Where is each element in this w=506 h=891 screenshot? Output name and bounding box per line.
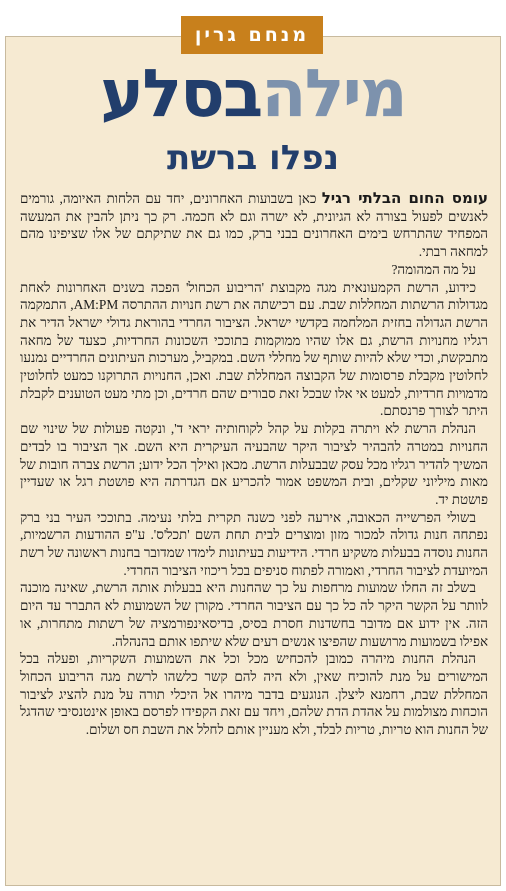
article-paragraph: כידוע, הרשת הקמעונאית מגה מקבוצת 'הריבוע הכחול' הפכה בשנים האחרונות לאחת מגדולות הרשתות המחללות שבת. עם רכישתה את רשת חנויות ההתרסה AM:PM, התמקמה הרשת הגדולה בחזית המלחמה בקדשי ישראל. הציבור החרדי בהוראת גדולי ישראל הדיר את רגליו מחנויות הרשת, גם אלו שהיו ממוקמות בתוככי השכונות החרדיות, כצעד של מחאה מתבקשת, וכדי שלא להיות שותף של מחללי השם. במקביל, מערכות העיתונים החרדיים נמנעו לחלוטין מקבלת פרסומות של הקבוצה המחללת שבת. ואכן, החנויות התרוקנו כמעט לחלוטין מדמויות חרדיות, למעט אי אלו שבכל זאת סבורים שהם חרדים, וכן מתי מעט הטוענים לקבלת היתר לצורך פרנסתם. — [20, 279, 488, 419]
column-title-part2: בסלע — [100, 55, 262, 132]
article-body — [20, 190, 488, 739]
lead-phrase: עומס החום הבלתי רגיל — [321, 189, 488, 207]
article-paragraph: בשלב זה החלו שמועות מרחפות על כך שהחנות היא בבעלות אותה הרשת, שאינה מוכנה לוותר על הקשר היקר לה כל כך עם הציבור החרדי. מקורן של השמועות לא התברר עד היום הזה. אין ידוע אם מדובר בחשדנות חסרת בסיס, בדיסאינפורמציה של רשתות מתחרות, או אפילו בשמועות מרושעות שהפיצו אנשים רעים שלא שיתפו אותם בהנהלה. — [20, 580, 488, 649]
article-paragraph — [20, 190, 488, 261]
column-title-part1: מילה — [261, 55, 406, 132]
author-name-tab: מנחם גרין — [181, 16, 323, 54]
article-paragraph: בשולי הפרשייה הכאובה, אירעה לפני כשנה תקרית בלתי נעימה. בתוככי העיר בני ברק נפתחה חנות גדולה למכור מזון ומוצרים לבית תחת השם 'תכל'ס'. ע"פ ההודעות הרשמיות, החנות נוסדה בבעלות משקיע חרדי. הידיעות בעיתונות לימדו שמדובר בחנות ראשונה של רשת המיועדת לציבור החרדי, ואמורה לפתוח סניפים בכל ריכוזי הציבור החרדי. — [20, 509, 488, 578]
article-paragraph: הנהלת הרשת לא ויתרה בקלות על קהל לקוחותיה יראי ד', ונקטה פעולות של שינוי שם החנויות במטרה להבהיר לציבור היקר שהבעיה העיקרית היא השם. אך הציבור בו לבדים המשיך להדיר רגליו מכל עסק שבבעלות הרשת. מכאן ואילך הכל ידוע; הרשת צברה חובות של מאות מיליוני שקלים, ובית המשפט אמור להכריע אם הגדרתה היא פושטת רגל או שעדיין פושטת יד. — [20, 421, 488, 507]
article-subtitle: נפלו ברשת — [166, 138, 340, 178]
paragraph-text: כאן בשבועות האחרונים, יחד עם הלחות האיומה, גורמים לאנשים לפעול בצורה לא הגיונית, לא ישרה וגם לא חכמה. רק כך ניתן להבין את המעשה המפחיד שהתרחש בימים האחרונים בבני ברק, כמו גם את שתיקתם של אלו שציפינו מהם למחאה רבתי. — [20, 191, 488, 260]
column-title — [0, 55, 506, 132]
article-paragraph: על מה המהומה? — [391, 261, 476, 277]
article-paragraph: הנהלת החנות מיהרה כמובן להכחיש מכל וכל את השמועות השקריות, ופעלה בכל המישורים על מנת להוכיח שאין, ולא היה להם קשר כלשהו לרשת מגה הריבוע הכחול המחללת שבת, רחמנא ליצלן. הנוגעים בדבר מיהרו אל היכלי תורה על מנת להציג לציבור הוכחות מצולמות על אהדת הדת שלהם, ויחד עם זאת הקפידו לפרסם באופן אינטנסיבי שהדגל של החנות הוא טריות, טריות לבלד, ולא מעניין אותם לחלל את השבת חס ושלום. — [20, 651, 488, 738]
